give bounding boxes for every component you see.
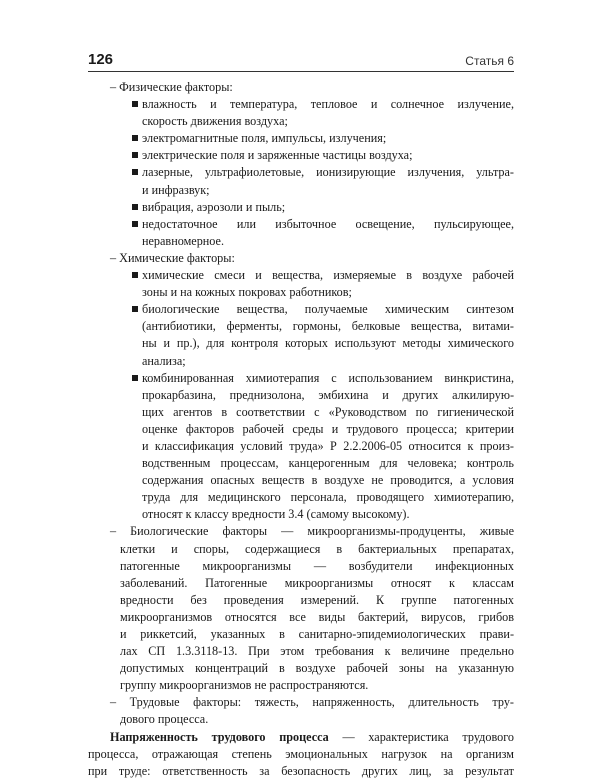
text-line [88,523,514,540]
line-text: содержания опасных веществ в воздухе не проводится, а условия [142,473,514,488]
line-text: допустимых концентраций в воздухе рабочей зоны на указанную [120,661,514,676]
text-line [88,250,514,267]
text-line [88,660,514,677]
text-line [88,677,514,694]
text-line [88,746,514,763]
line-text: щих агентов в соответствии с «Руководством по гигиенической [142,404,514,419]
bullet-icon [132,152,138,158]
line-text: труда для медицинского персонала, проводящего химиотерапию, [142,490,514,505]
line-text: при труде: ответственность за безопасность других лиц, за результат [88,763,514,778]
text-line [88,96,514,113]
page-header [88,50,514,74]
line-text: комбинированная химиотерапия с использованием винкристина, [142,370,514,385]
text-line [88,729,514,746]
line-text: ны и пр.), для контроля которых используют методы химического [142,336,514,351]
text-line [88,438,514,455]
text-line [88,113,514,130]
text-line [88,318,514,335]
bullet-icon [132,135,138,141]
line-text: – Трудовые факторы: тяжесть, напряженность, длительность тру- [110,695,514,710]
text-line [88,541,514,558]
bullet-icon [132,101,138,107]
bullet-icon [132,375,138,381]
line-text: химические смеси и вещества, измеряемые в воздухе рабочей [142,268,514,283]
document-body [88,79,514,780]
line-text: лах СП 1.3.3118-13. При этом требования к величине предельно [120,644,514,659]
line-text: – Физические факторы: [110,80,233,94]
line-text: — характеристика трудового [328,729,514,744]
line-text: заболеваний. Патогенные микроорганизмы относят к классам [120,575,514,590]
text-line [88,301,514,318]
text-line [88,216,514,233]
line-text: анализа; [142,353,186,368]
line-text: (антибиотики, ферменты, гормоны, белковые вещества, витами- [142,319,514,334]
line-text: электромагнитные поля, импульсы, излучения; [142,131,387,146]
text-line [88,199,514,216]
text-line [88,694,514,711]
text-line [88,489,514,506]
text-line [88,233,514,250]
line-text: группу микроорганизмов не распространяются. [120,678,369,693]
text-line [88,387,514,404]
bullet-icon [132,272,138,278]
text-line [88,130,514,147]
text-line [88,643,514,660]
running-head: Статья 6 [465,54,514,68]
text-line [88,370,514,387]
text-line [88,609,514,626]
line-text: электрические поля и заряженные частицы воздуха; [142,148,413,163]
line-text: лазерные, ультрафиолетовые, ионизирующие излучения, ультра- [142,165,514,180]
line-text: прокарбазина, преднизолона, эмбихина и других алкилирую- [142,387,514,402]
line-text: зоны и на кожных покровах работников; [142,285,352,300]
line-text: и классификация условий труда» Р 2.2.2006-05 относится к произ- [142,438,514,453]
text-line [88,267,514,284]
line-text: – Химические факторы: [110,250,235,265]
text-line [88,558,514,575]
text-line [88,164,514,181]
line-text: патогенные микроорганизмы — возбудители инфекционных [120,558,514,573]
bullet-icon [132,204,138,210]
line-text: недостаточное или избыточное освещение, пульсирующее, [142,216,514,231]
bullet-icon [132,306,138,312]
line-text: водственным процессам, канцерогенным для человека; контроль [142,456,514,471]
line-text: дового процесса. [120,712,209,727]
line-text: – Биологические факторы — микроорганизмы-продуценты, живые [110,524,514,539]
text-line [88,182,514,199]
line-text: относят к классу вредности 3.4 (самому высокому). [142,507,410,522]
line-text: неравномерное. [142,233,225,248]
term-bold: Напряженность трудового процесса [110,729,329,744]
text-line [88,79,514,96]
text-line [88,404,514,421]
text-line [88,284,514,301]
text-line [88,353,514,370]
line-text: и инфразвук; [142,182,210,197]
text-line [88,626,514,643]
text-line [88,147,514,164]
header-rule [88,71,514,72]
line-text: клетки и споры, содержащиеся в бактериальных препаратах, [120,541,514,556]
text-line [88,421,514,438]
line-text: скорость движения воздуха; [142,114,288,129]
line-text: и риккетсий, указанных в санитарно-эпидемиологических прави- [120,627,514,641]
text-line [88,763,514,780]
text-line [88,506,514,523]
line-text: влажность и температура, тепловое и солнечное излучение, [142,97,514,112]
page-number: 126 [88,51,114,68]
text-line [88,711,514,728]
line-text: оценке факторов рабочей среды и трудового процесса; критерии [142,421,514,436]
line-text: вибрация, аэрозоли и пыль; [142,199,286,214]
line-text: микроорганизмов относятся все виды бактерий, вирусов, грибов [120,609,514,624]
bullet-icon [132,221,138,227]
line-text: биологические вещества, получаемые химическим синтезом [142,302,514,317]
text-line [88,592,514,609]
bullet-icon [132,169,138,175]
line-text: вредности без проведения измерений. К группе патогенных [120,592,514,607]
text-line [88,472,514,489]
text-line [88,455,514,472]
text-line [88,575,514,592]
line-text: процесса, отражающая степень эмоциональных нагрузок на организм [88,746,514,761]
text-line [88,335,514,352]
